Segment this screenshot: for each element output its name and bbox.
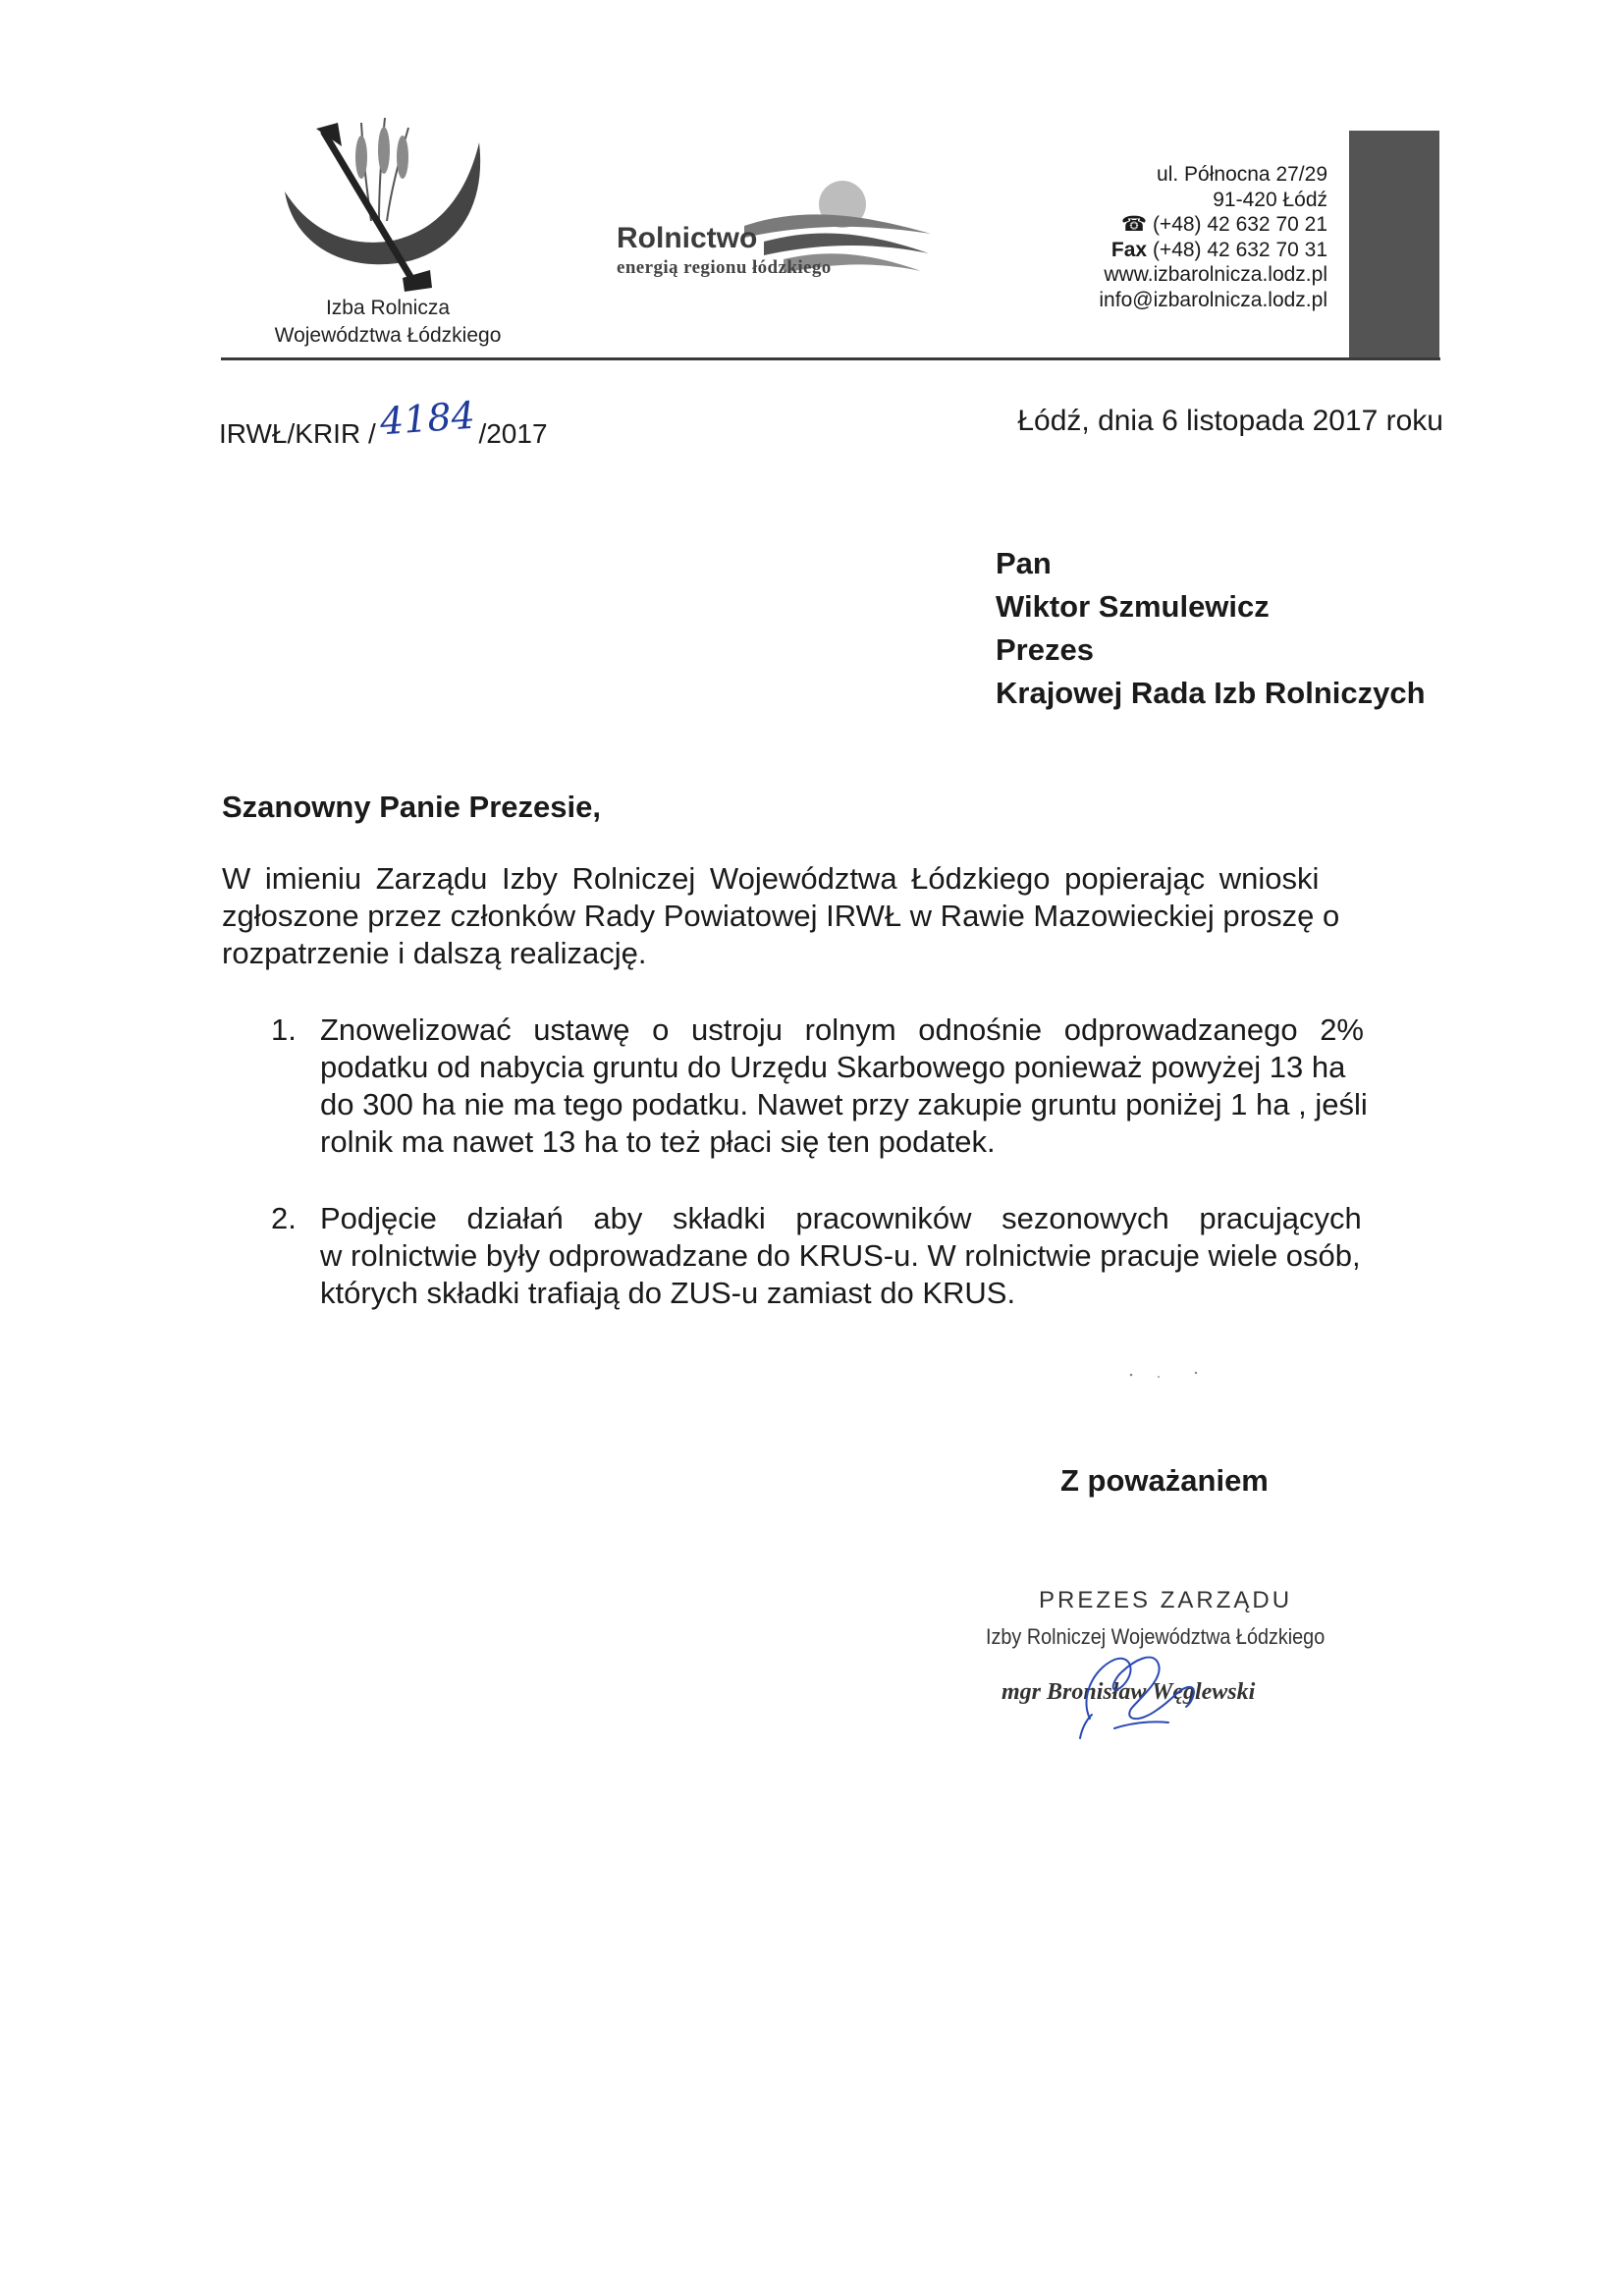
- phone-icon: ☎: [1120, 213, 1148, 236]
- header-dark-block: [1349, 131, 1439, 358]
- contact-block: [1099, 162, 1327, 312]
- list-item-line: których składki trafiają do ZUS-u zamiast do KRUS.: [320, 1276, 1016, 1310]
- list-item: [271, 1200, 1459, 1318]
- contact-street: ul. Północna 27/29: [1157, 163, 1327, 186]
- stamp-title: PREZES ZARZĄDU: [1039, 1587, 1293, 1613]
- addressee-line: Pan: [996, 546, 1052, 580]
- list-item-number: 1.: [271, 1012, 297, 1047]
- intro-line: zgłoszone przez członków Rady Powiatowej IRWŁ w Rawie Mazowieckiej proszę o: [222, 899, 1340, 933]
- contact-website[interactable]: www.izbarolnicza.lodz.pl: [1104, 263, 1327, 286]
- contact-fax-row: [1099, 238, 1327, 263]
- list-item-text: [320, 1200, 1459, 1312]
- reference-handwritten-number: 4184: [378, 393, 476, 444]
- reference-number: [219, 393, 548, 452]
- contact-phone: (+48) 42 632 70 21: [1152, 213, 1327, 236]
- list-item-line: do 300 ha nie ma tego podatku. Nawet przy zakupie gruntu poniżej 1 ha , jeśli: [320, 1087, 1368, 1121]
- intro-line: rozpatrzenie i dalszą realizację.: [222, 936, 647, 970]
- addressee-line: Prezes: [996, 632, 1094, 667]
- contact-fax: (+48) 42 632 70 31: [1152, 238, 1327, 261]
- organization-name: [226, 295, 550, 350]
- salutation: Szanowny Panie Prezesie,: [222, 790, 601, 824]
- stamp-organization: Izby Rolniczej Województwa Łódzkiego: [986, 1624, 1326, 1649]
- org-name-line1: Izba Rolnicza: [325, 297, 451, 319]
- list-item: [271, 1011, 1459, 1169]
- list-item-line: w rolnictwie były odprowadzane do KRUS-u. W rolnictwie pracuje wiele osób,: [320, 1238, 1361, 1273]
- letter-date: Łódź, dnia 6 listopada 2017 roku: [1017, 405, 1443, 437]
- list-item-line: Podjęcie działań aby składki pracowników sezonowych pracujących: [320, 1201, 1362, 1235]
- chamber-logo-icon: [265, 103, 501, 309]
- list-item-text: [320, 1011, 1459, 1161]
- contact-email[interactable]: info@izbarolnicza.lodz.pl: [1099, 288, 1327, 311]
- intro-line: W imieniu Zarządu Izby Rolniczej Województwa Łódzkiego popierając wnioski: [222, 861, 1320, 896]
- list-item-number: 2.: [271, 1201, 297, 1235]
- handwritten-signature-icon: [1021, 1630, 1247, 1748]
- intro-paragraph: [222, 860, 1459, 972]
- contact-city: 91-420 Łódź: [1213, 188, 1327, 211]
- org-name-line2: Województwa Łódzkiego: [274, 324, 502, 347]
- scan-specks: [1119, 1365, 1218, 1385]
- contact-phone-row: [1099, 212, 1327, 238]
- header-divider: [221, 357, 1440, 360]
- closing-phrase: Z poważaniem: [1060, 1463, 1269, 1498]
- reference-prefix: IRWŁ/KRIR /: [219, 418, 376, 449]
- slogan-subtitle: energią regionu łódzkiego: [617, 257, 832, 278]
- stamp-signatory-name: mgr Bronisław Węglewski: [1001, 1679, 1256, 1705]
- fax-label: Fax: [1110, 238, 1148, 261]
- addressee-line: Wiktor Szmulewicz: [996, 589, 1270, 624]
- reference-suffix: /2017: [478, 418, 548, 449]
- slogan-title: Rolnictwo: [617, 222, 758, 254]
- list-item-line: rolnik ma nawet 13 ha to też płaci się ten podatek.: [320, 1124, 996, 1159]
- addressee-block: [996, 542, 1426, 715]
- list-item-line: Znowelizować ustawę o ustroju rolnym odnośnie odprowadzanego 2%: [320, 1012, 1364, 1047]
- addressee-line: Krajowej Rada Izb Rolniczych: [996, 676, 1426, 710]
- list-item-line: podatku od nabycia gruntu do Urzędu Skarbowego ponieważ powyżej 13 ha: [320, 1050, 1346, 1084]
